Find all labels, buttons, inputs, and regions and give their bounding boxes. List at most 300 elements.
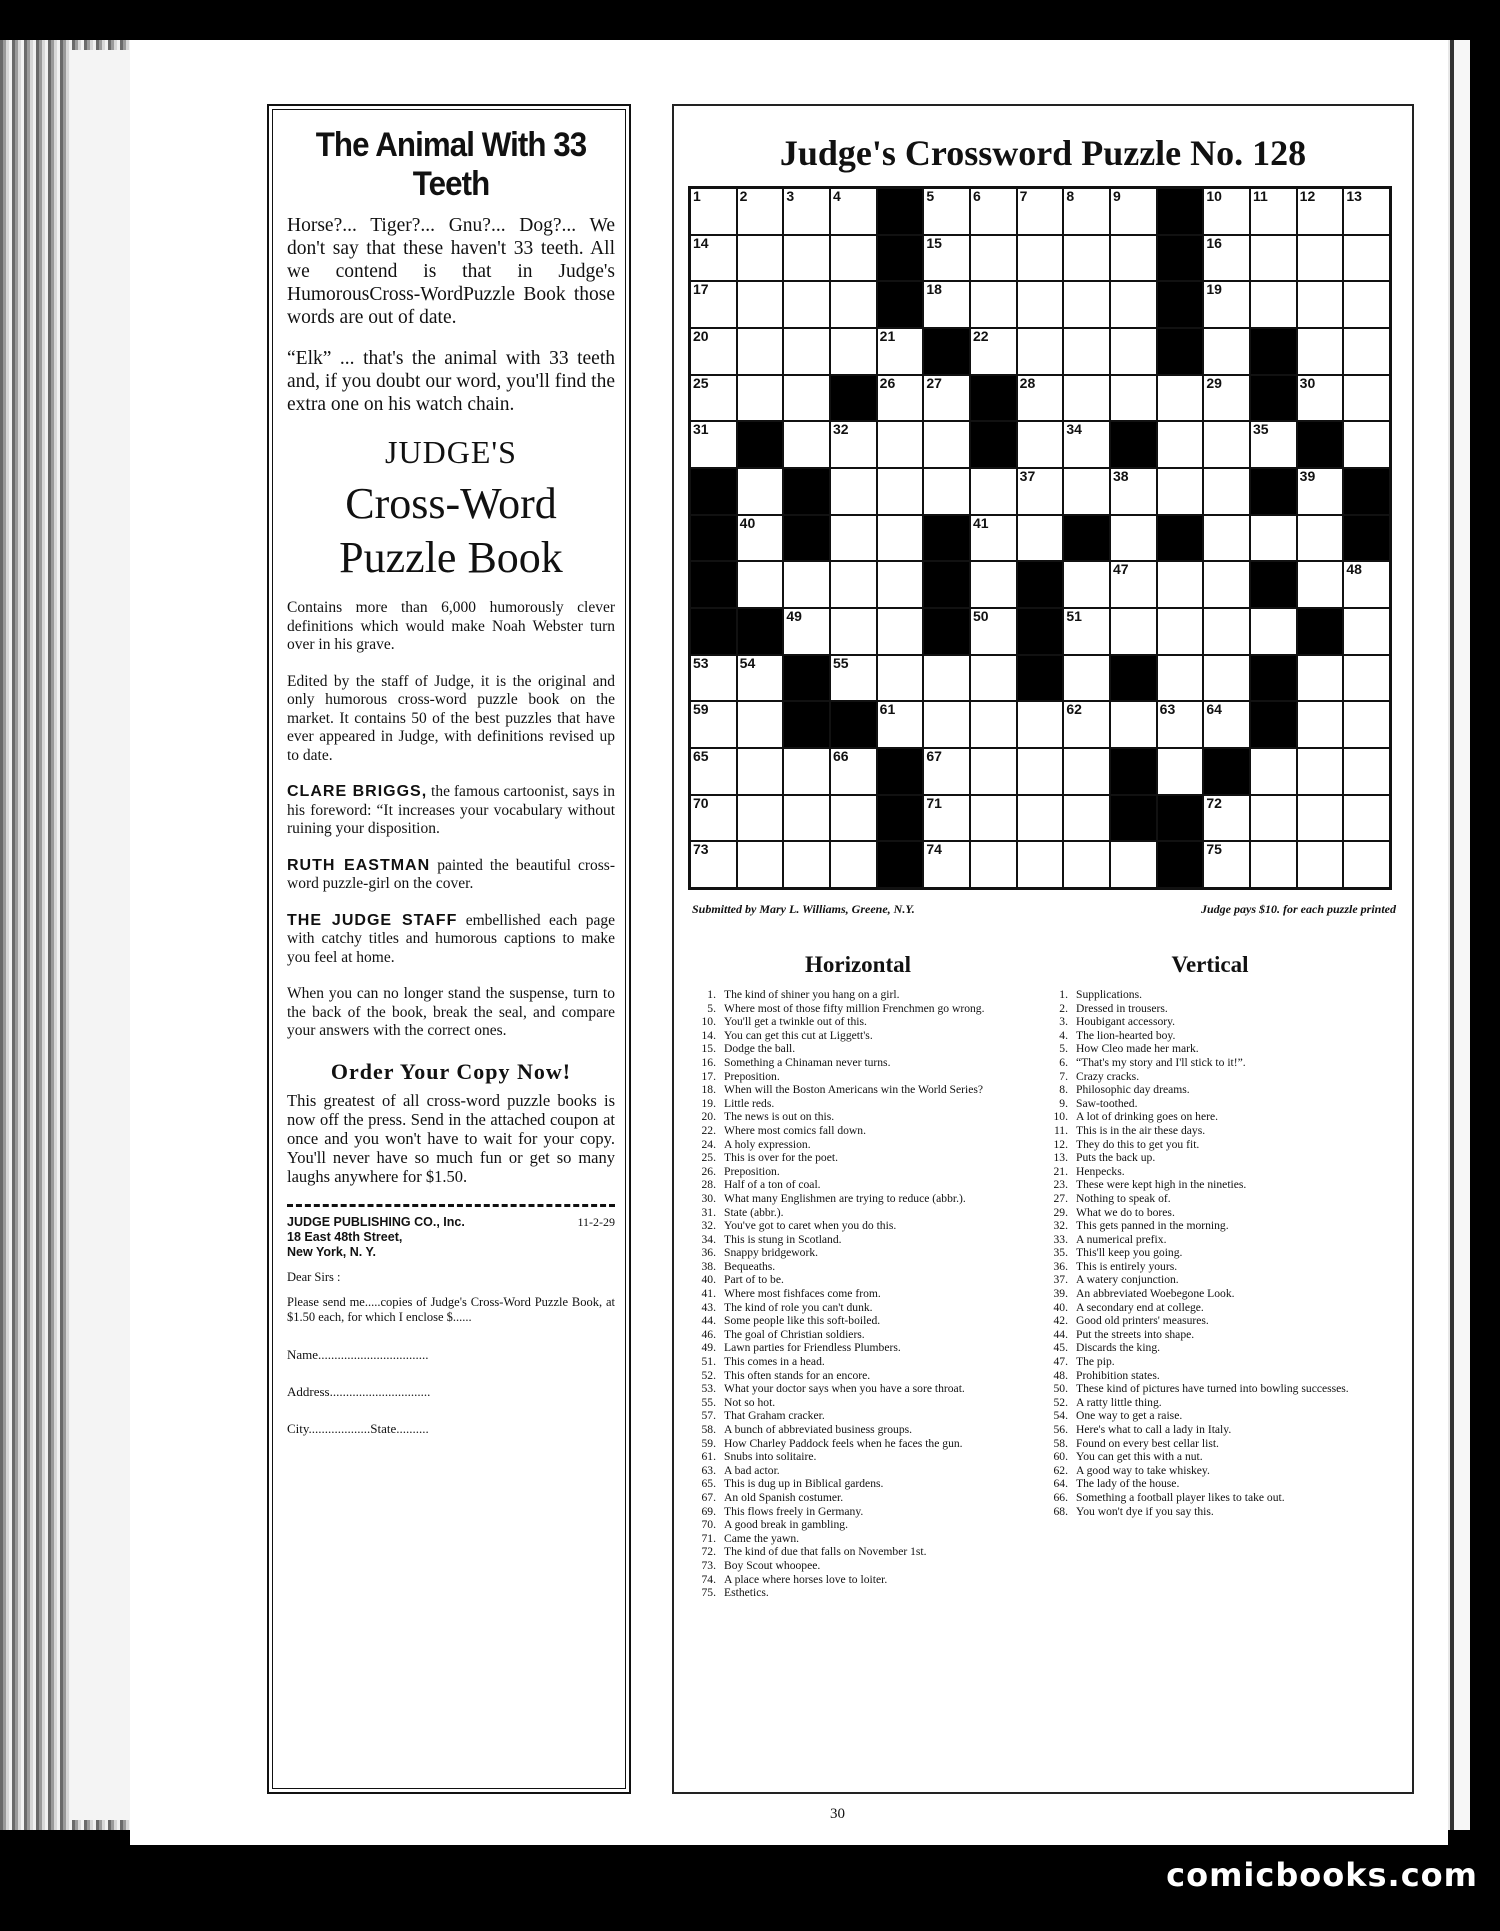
grid-cell[interactable]: [737, 701, 784, 748]
horizontal-clue: [688, 1138, 1028, 1152]
grid-cell[interactable]: [1063, 561, 1110, 608]
grid-cell[interactable]: [1250, 841, 1297, 888]
grid-cell[interactable]: [690, 375, 737, 422]
grid-cell[interactable]: [1017, 701, 1064, 748]
grid-cell[interactable]: [690, 421, 737, 468]
cell-number: 73: [693, 841, 709, 858]
clue-text: Bequeaths.: [724, 1259, 776, 1273]
grid-cell[interactable]: [1157, 421, 1204, 468]
grid-cell[interactable]: [1063, 655, 1110, 702]
clue-text: Where most of those fifty million Frenchmen go wrong.: [724, 1001, 985, 1015]
black-square: [830, 701, 877, 748]
grid-cell[interactable]: [1063, 841, 1110, 888]
clue-number: 1.: [707, 988, 716, 1001]
grid-cell[interactable]: [783, 328, 830, 375]
horizontal-clue: [688, 1464, 1028, 1478]
vertical-clue: [1040, 1015, 1380, 1029]
clue-number: 54.: [1053, 1409, 1068, 1423]
horizontal-clue: [688, 988, 1028, 1002]
grid-cell[interactable]: [1203, 795, 1250, 842]
cell-number: 26: [879, 374, 896, 391]
ad-briggs: [287, 783, 615, 839]
clue-number: 32.: [1053, 1219, 1068, 1233]
grid-cell[interactable]: [1017, 235, 1064, 282]
cell-number: 41: [973, 514, 989, 531]
payment-note: Judge pays $10. for each puzzle printed: [1201, 902, 1396, 916]
grid-cell[interactable]: [1203, 235, 1250, 282]
grid-cell[interactable]: [970, 795, 1017, 842]
coupon-city-state-field[interactable]: City...................State..........: [287, 1420, 429, 1436]
grid-cell[interactable]: [970, 655, 1017, 702]
cell-number: 67: [926, 748, 942, 764]
grid-cell[interactable]: [830, 188, 877, 235]
grid-cell[interactable]: [690, 701, 737, 748]
grid-cell[interactable]: [970, 701, 1017, 748]
grid-cell[interactable]: [923, 655, 970, 702]
grid-cell[interactable]: [1343, 328, 1390, 375]
clue-number: 74.: [701, 1572, 716, 1586]
grid-cell[interactable]: [970, 841, 1017, 888]
clue-number: 10.: [701, 1015, 716, 1029]
black-square: [1110, 748, 1157, 795]
cell-number: 15: [926, 234, 942, 251]
grid-cell[interactable]: [1063, 608, 1110, 655]
clue-text: A bad actor.: [724, 1463, 780, 1477]
grid-cell[interactable]: [1017, 328, 1064, 375]
grid-cell[interactable]: [1110, 188, 1157, 235]
coupon-address-field[interactable]: Address...............................: [287, 1383, 431, 1399]
vertical-clue: [1040, 1328, 1380, 1342]
grid-cell[interactable]: [830, 608, 877, 655]
grid-cell[interactable]: [970, 515, 1017, 562]
grid-cell[interactable]: [1203, 608, 1250, 655]
grid-cell[interactable]: [1250, 608, 1297, 655]
grid-cell[interactable]: [877, 421, 924, 468]
horizontal-clue: [688, 1110, 1028, 1124]
grid-cell[interactable]: [737, 795, 784, 842]
grid-cell[interactable]: [1250, 748, 1297, 795]
grid-cell[interactable]: [970, 468, 1017, 515]
grid-cell[interactable]: [1063, 421, 1110, 468]
clue-text: What many Englishmen are trying to reduce (abbr.).: [724, 1191, 966, 1205]
grid-cell[interactable]: [1017, 515, 1064, 562]
grid-cell[interactable]: [1297, 515, 1344, 562]
grid-cell[interactable]: [923, 281, 970, 328]
grid-cell[interactable]: [1017, 748, 1064, 795]
grid-cell[interactable]: [1343, 655, 1390, 702]
grid-cell[interactable]: [1250, 188, 1297, 235]
grid-cell[interactable]: [690, 235, 737, 282]
cell-number: 71: [926, 794, 942, 811]
horizontal-clue: [688, 1029, 1028, 1043]
grid-cell[interactable]: [1203, 328, 1250, 375]
horizontal-clue: [688, 1219, 1028, 1233]
grid-cell[interactable]: [1203, 188, 1250, 235]
grid-cell[interactable]: [1250, 235, 1297, 282]
grid-cell[interactable]: [1343, 748, 1390, 795]
grid-cell[interactable]: [1157, 608, 1204, 655]
black-square: [877, 235, 924, 282]
cell-number: 14: [693, 234, 709, 251]
grid-cell[interactable]: [1343, 841, 1390, 888]
grid-cell[interactable]: [1110, 515, 1157, 562]
grid-cell[interactable]: [970, 561, 1017, 608]
grid-cell[interactable]: [923, 235, 970, 282]
black-square: [690, 468, 737, 515]
grid-cell[interactable]: [830, 515, 877, 562]
grid-cell[interactable]: [1110, 468, 1157, 515]
horizontal-clue: [688, 1260, 1028, 1274]
grid-cell[interactable]: [1203, 655, 1250, 702]
clue-number: 67.: [701, 1490, 716, 1504]
clue-text: Crazy cracks.: [1076, 1069, 1140, 1083]
grid-cell[interactable]: [737, 748, 784, 795]
grid-cell[interactable]: [970, 281, 1017, 328]
cell-number: 75: [1206, 841, 1222, 858]
grid-cell[interactable]: [1110, 235, 1157, 282]
book-page-edge-right: [1440, 40, 1500, 1830]
grid-cell[interactable]: [783, 281, 830, 328]
grid-cell[interactable]: [1110, 701, 1157, 748]
grid-cell[interactable]: [923, 188, 970, 235]
horizontal-clue: [688, 1328, 1028, 1342]
cell-number: 32: [833, 421, 849, 438]
grid-cell[interactable]: [1110, 561, 1157, 608]
grid-cell[interactable]: [1203, 281, 1250, 328]
horizontal-clue: [688, 1545, 1028, 1559]
grid-cell[interactable]: [1203, 375, 1250, 422]
grid-cell[interactable]: [970, 188, 1017, 235]
grid-cell[interactable]: [830, 795, 877, 842]
grid-cell[interactable]: [1343, 795, 1390, 842]
horizontal-clue: [688, 1396, 1028, 1410]
black-square: [783, 468, 830, 515]
clue-number: 57.: [701, 1409, 716, 1423]
grid-cell[interactable]: [737, 188, 784, 235]
grid-cell[interactable]: [1203, 468, 1250, 515]
grid-cell[interactable]: [923, 421, 970, 468]
grid-cell[interactable]: [1250, 281, 1297, 328]
grid-cell[interactable]: [783, 235, 830, 282]
clue-number: 46.: [701, 1327, 716, 1341]
grid-cell[interactable]: [1297, 328, 1344, 375]
grid-cell[interactable]: [783, 608, 830, 655]
grid-cell[interactable]: [1063, 328, 1110, 375]
horizontal-clue: [688, 1341, 1028, 1355]
grid-cell[interactable]: [737, 515, 784, 562]
horizontal-clue: [688, 1287, 1028, 1301]
grid-cell[interactable]: [923, 795, 970, 842]
grid-cell[interactable]: [1063, 748, 1110, 795]
cell-number: 37: [1019, 468, 1036, 484]
grid-cell[interactable]: [1063, 188, 1110, 235]
grid-cell[interactable]: [690, 795, 737, 842]
grid-cell[interactable]: [1110, 841, 1157, 888]
grid-cell[interactable]: [830, 328, 877, 375]
grid-cell[interactable]: [783, 841, 830, 888]
grid-cell[interactable]: [1017, 468, 1064, 515]
grid-cell[interactable]: [830, 841, 877, 888]
grid-cell[interactable]: [923, 748, 970, 795]
crossword-grid: [688, 186, 1392, 890]
clue-number: 66.: [1053, 1490, 1068, 1504]
grid-cell[interactable]: [1017, 375, 1064, 422]
grid-cell[interactable]: [1343, 188, 1390, 235]
grid-cell[interactable]: [690, 748, 737, 795]
grid-cell[interactable]: [1063, 281, 1110, 328]
grid-cell[interactable]: [1203, 841, 1250, 888]
grid-cell[interactable]: [1017, 421, 1064, 468]
vertical-clue: [1040, 1287, 1380, 1301]
black-square: [1017, 561, 1064, 608]
vertical-clue: [1040, 1056, 1380, 1070]
grid-cell[interactable]: [830, 561, 877, 608]
horizontal-clue: [688, 1518, 1028, 1532]
puzzle-title: Judge's Crossword Puzzle No. 128: [779, 133, 1307, 173]
grid-cell[interactable]: [737, 328, 784, 375]
vertical-clue: [1040, 1165, 1380, 1179]
black-square: [1157, 841, 1204, 888]
grid-cell[interactable]: [1297, 655, 1344, 702]
black-square: [1157, 515, 1204, 562]
grid-cell[interactable]: [1017, 841, 1064, 888]
grid-cell[interactable]: [737, 468, 784, 515]
grid-cell[interactable]: [1063, 468, 1110, 515]
grid-cell[interactable]: [1110, 608, 1157, 655]
cell-number: 48: [1346, 561, 1362, 578]
grid-cell[interactable]: [877, 375, 924, 422]
grid-cell[interactable]: [1157, 375, 1204, 422]
cell-number: 8: [1066, 188, 1075, 204]
clue-number: 62.: [1053, 1463, 1068, 1477]
vertical-clue: [1040, 1178, 1380, 1192]
grid-cell[interactable]: [877, 515, 924, 562]
clue-text: You'll get a twinkle out of this.: [724, 1015, 867, 1029]
grid-cell[interactable]: [877, 655, 924, 702]
grid-cell[interactable]: [690, 841, 737, 888]
grid-cell[interactable]: [1203, 701, 1250, 748]
clue-number: 53.: [701, 1382, 716, 1396]
clue-number: 16.: [701, 1055, 716, 1069]
grid-cell[interactable]: [1297, 701, 1344, 748]
grid-cell[interactable]: [877, 328, 924, 375]
cell-number: 7: [1019, 188, 1028, 204]
clue-number: 75.: [701, 1586, 716, 1600]
grid-cell[interactable]: [1297, 795, 1344, 842]
grid-cell[interactable]: [690, 328, 737, 375]
grid-cell[interactable]: [830, 235, 877, 282]
vertical-clue: [1040, 1206, 1380, 1220]
grid-cell[interactable]: [1110, 328, 1157, 375]
grid-cell[interactable]: [830, 655, 877, 702]
grid-cell[interactable]: [1110, 281, 1157, 328]
grid-cell[interactable]: [1157, 468, 1204, 515]
grid-cell[interactable]: [1063, 235, 1110, 282]
grid-cell[interactable]: [877, 468, 924, 515]
vertical-clue: [1040, 1450, 1380, 1464]
grid-cell[interactable]: [737, 841, 784, 888]
black-square: [1157, 795, 1204, 842]
grid-cell[interactable]: [1343, 281, 1390, 328]
horizontal-clue: [688, 1206, 1028, 1220]
cell-number: 70: [693, 794, 709, 811]
clue-number: 60.: [1053, 1450, 1068, 1464]
grid-cell[interactable]: [1343, 235, 1390, 282]
grid-cell[interactable]: [970, 235, 1017, 282]
clue-text: The kind of due that falls on November 1st.: [724, 1545, 927, 1559]
cell-number: 4: [833, 188, 841, 204]
clue-number: 9.: [1059, 1096, 1068, 1110]
grid-cell[interactable]: [830, 748, 877, 795]
grid-cell[interactable]: [783, 561, 830, 608]
clue-number: 34.: [701, 1232, 716, 1246]
grid-cell[interactable]: [830, 421, 877, 468]
grid-cell[interactable]: [1297, 468, 1344, 515]
grid-cell[interactable]: [1203, 515, 1250, 562]
grid-cell[interactable]: [1250, 515, 1297, 562]
black-square: [923, 328, 970, 375]
grid-cell[interactable]: [970, 748, 1017, 795]
clue-number: 5.: [707, 1001, 716, 1015]
grid-cell[interactable]: [783, 748, 830, 795]
grid-cell[interactable]: [1297, 281, 1344, 328]
grid-cell[interactable]: [737, 281, 784, 328]
clue-number: 68.: [1053, 1504, 1068, 1518]
horizontal-clue: [688, 1355, 1028, 1369]
clue-number: 59.: [701, 1436, 716, 1450]
grid-cell[interactable]: [830, 468, 877, 515]
book-title-line-1: JUDGE'S: [385, 434, 517, 470]
grid-cell[interactable]: [1343, 561, 1390, 608]
grid-cell[interactable]: [1297, 235, 1344, 282]
horizontal-clue: [688, 1586, 1028, 1600]
clue-number: 6.: [1059, 1055, 1068, 1069]
cell-number: 29: [1206, 374, 1222, 391]
clue-number: 50.: [1053, 1382, 1068, 1396]
clue-text: A ratty little thing.: [1076, 1395, 1162, 1409]
grid-cell[interactable]: [1297, 188, 1344, 235]
black-square: [1157, 188, 1204, 235]
grid-cell[interactable]: [690, 655, 737, 702]
clue-text: You can get this cut at Liggett's.: [724, 1028, 873, 1042]
horizontal-clue: [688, 1573, 1028, 1587]
vertical-clue: [1040, 1369, 1380, 1383]
clue-number: 52.: [1053, 1395, 1068, 1409]
grid-cell[interactable]: [690, 281, 737, 328]
vertical-clue: [1040, 1233, 1380, 1247]
vertical-clue: [1040, 1070, 1380, 1084]
black-square: [1250, 701, 1297, 748]
grid-cell[interactable]: [1343, 421, 1390, 468]
cell-number: 18: [926, 281, 942, 298]
grid-cell[interactable]: [1297, 748, 1344, 795]
horizontal-clue: [688, 1015, 1028, 1029]
grid-cell[interactable]: [1063, 375, 1110, 422]
cell-number: 74: [926, 841, 942, 858]
clue-number: 49.: [701, 1341, 716, 1355]
cell-number: 27: [926, 374, 942, 391]
grid-cell[interactable]: [1297, 841, 1344, 888]
grid-cell[interactable]: [1343, 375, 1390, 422]
horizontal-heading: Horizontal: [804, 952, 912, 977]
clue-text: The news is out on this.: [724, 1110, 835, 1124]
coupon-name-field[interactable]: Name..................................: [287, 1346, 429, 1362]
grid-cell[interactable]: [690, 188, 737, 235]
cell-number: 34: [1066, 421, 1082, 438]
coupon-salutation: Dear Sirs :: [287, 1269, 341, 1284]
clue-text: One way to get a raise.: [1076, 1409, 1183, 1423]
grid-cell[interactable]: [1250, 421, 1297, 468]
grid-cell[interactable]: [1063, 701, 1110, 748]
grid-cell[interactable]: [830, 281, 877, 328]
grid-cell[interactable]: [737, 375, 784, 422]
cell-number: 47: [1113, 561, 1129, 578]
grid-cell[interactable]: [737, 655, 784, 702]
vertical-clue: [1040, 1124, 1380, 1138]
grid-cell[interactable]: [1017, 188, 1064, 235]
grid-cell[interactable]: [737, 235, 784, 282]
clue-number: 28.: [701, 1178, 716, 1192]
clue-text: This'll keep you going.: [1076, 1246, 1183, 1260]
horizontal-clue: [688, 1070, 1028, 1084]
grid-cell[interactable]: [1343, 701, 1390, 748]
vertical-clue: [1040, 1151, 1380, 1165]
clue-text: Supplications.: [1076, 988, 1143, 1001]
grid-cell[interactable]: [1017, 281, 1064, 328]
cell-number: 55: [833, 654, 849, 671]
grid-cell[interactable]: [1063, 795, 1110, 842]
grid-cell[interactable]: [923, 841, 970, 888]
grid-cell[interactable]: [1343, 608, 1390, 655]
grid-cell[interactable]: [1017, 795, 1064, 842]
grid-cell[interactable]: [1110, 375, 1157, 422]
grid-cell[interactable]: [1157, 748, 1204, 795]
black-square: [877, 188, 924, 235]
grid-cell[interactable]: [1157, 655, 1204, 702]
book-title-line-2: Cross-Word: [345, 479, 557, 528]
grid-cell[interactable]: [783, 375, 830, 422]
grid-cell[interactable]: [1157, 701, 1204, 748]
grid-cell[interactable]: [1297, 375, 1344, 422]
grid-cell[interactable]: [783, 421, 830, 468]
grid-cell[interactable]: [1203, 561, 1250, 608]
black-square: [830, 375, 877, 422]
clue-text: An abbreviated Woebegone Look.: [1076, 1287, 1235, 1301]
black-square: [1110, 421, 1157, 468]
grid-cell[interactable]: [1157, 561, 1204, 608]
grid-cell[interactable]: [783, 188, 830, 235]
horizontal-clue: [688, 1491, 1028, 1505]
grid-cell[interactable]: [1203, 421, 1250, 468]
ad-eastman: [287, 857, 615, 894]
grid-cell[interactable]: [970, 328, 1017, 375]
grid-cell[interactable]: [923, 468, 970, 515]
grid-cell[interactable]: [877, 608, 924, 655]
clue-number: 29.: [1053, 1205, 1068, 1219]
vertical-clues: [1040, 988, 1380, 1518]
grid-cell[interactable]: [877, 701, 924, 748]
grid-cell[interactable]: [783, 795, 830, 842]
grid-cell[interactable]: [923, 375, 970, 422]
grid-cell[interactable]: [923, 701, 970, 748]
grid-cell[interactable]: [1250, 795, 1297, 842]
grid-cell[interactable]: [737, 561, 784, 608]
vertical-clue: [1040, 1314, 1380, 1328]
clue-number: 43.: [701, 1300, 716, 1314]
grid-cell[interactable]: [1297, 561, 1344, 608]
grid-cell[interactable]: [970, 608, 1017, 655]
grid-cell[interactable]: [877, 561, 924, 608]
